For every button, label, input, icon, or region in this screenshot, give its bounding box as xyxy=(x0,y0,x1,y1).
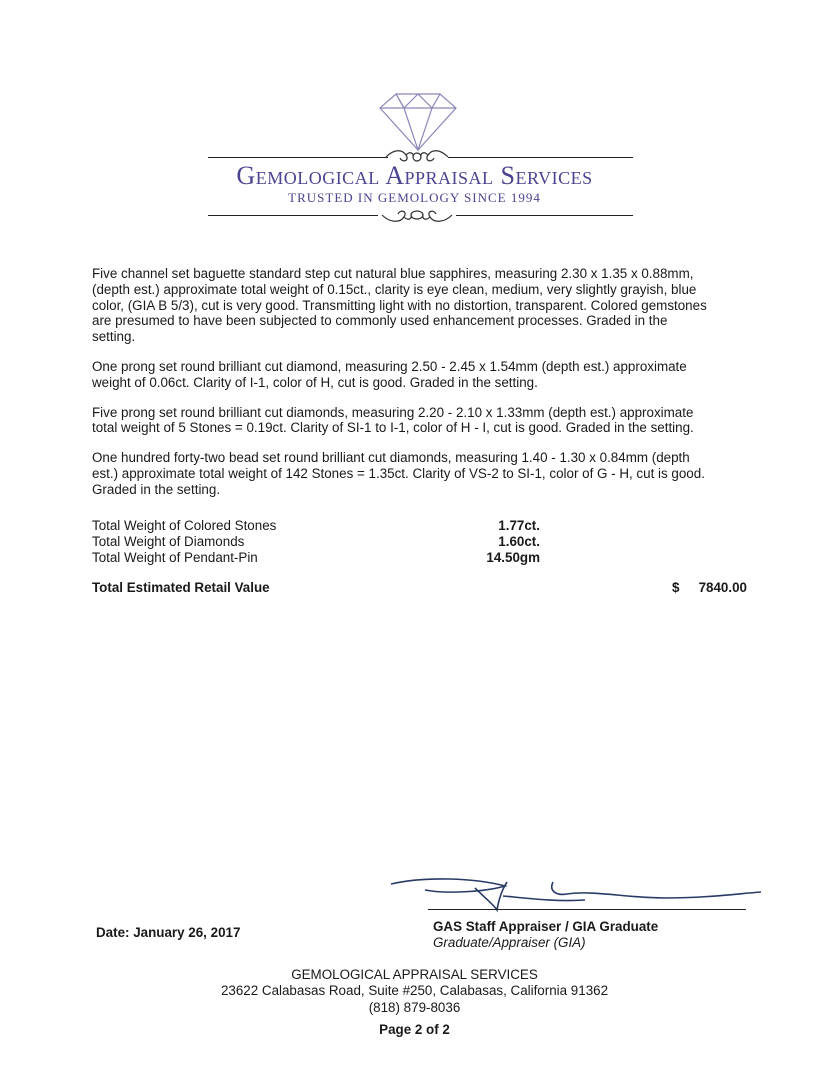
company-tagline: TRUSTED IN GEMOLOGY SINCE 1994 xyxy=(288,190,541,205)
scroll-ornament-bottom-icon xyxy=(380,205,454,225)
total-row xyxy=(92,518,552,534)
description-single-diamond: One prong set round brilliant cut diamond, measuring 2.50 - 2.45 x 1.54mm (depth est.) approximate weight of 0.06ct. Clarity of I-1, color of H, cut is good. Graded in the setting. xyxy=(92,358,687,390)
page-number: Page 2 of 2 xyxy=(379,1022,450,1037)
description-sapphires: Five channel set baguette standard step cut natural blue sapphires, measuring 2.30 x 1.35 x 0.88mm, (depth est.) approximate total weight of 0.15ct., clarity is eye clean, medium, very slightly grayish, blue color, (GIA B 5/3), cut is very good. Transmitting light with no distortion, transparent. Colored gemstones are presumed to have been subjected to commonly used enhancement processes. Graded in the setting. xyxy=(92,266,707,345)
appraiser-subtitle: Graduate/Appraiser (GIA) xyxy=(433,935,586,950)
description-bead-set-diamonds: One hundred forty-two bead set round brilliant cut diamonds, measuring 1.40 - 1.30 x 0.84mm (depth est.) approximate total weight of 142 Stones = 1.35ct. Clarity of VS-2 to SI-1, color of G - H, cut is good. Graded in the setting. xyxy=(92,450,705,497)
item-descriptions xyxy=(92,266,712,512)
header-rule-top-right xyxy=(448,157,633,158)
appraisal-date: Date: January 26, 2017 xyxy=(96,925,241,940)
total-row xyxy=(92,534,552,550)
diamond-logo-icon xyxy=(378,90,458,152)
signature-icon xyxy=(385,868,765,914)
footer-phone: (818) 879-8036 xyxy=(368,1000,461,1015)
retail-currency: $ xyxy=(672,580,680,595)
retail-label: Total Estimated Retail Value xyxy=(92,580,270,595)
header-rule-bottom-right xyxy=(456,215,633,216)
total-row xyxy=(92,550,552,566)
description-five-diamonds: Five prong set round brilliant cut diamonds, measuring 2.20 - 2.10 x 1.33mm (depth est.) approximate total weight of 5 Stones = 0.19ct. Clarity of SI-1 to I-1, color of H - I, cut is good. Graded in the setting. xyxy=(92,404,694,436)
footer-company: GEMOLOGICAL APPRAISAL SERVICES xyxy=(291,967,538,982)
signature-line xyxy=(428,909,746,910)
total-value: 1.60ct. xyxy=(498,534,540,549)
retail-amount: 7840.00 xyxy=(698,580,747,595)
footer-address: 23622 Calabasas Road, Suite #250, Calabasas, California 91362 xyxy=(220,983,609,998)
total-value: 14.50gm xyxy=(486,550,540,565)
appraiser-title: GAS Staff Appraiser / GIA Graduate xyxy=(433,919,659,934)
weight-totals xyxy=(92,518,552,566)
letterhead xyxy=(0,0,829,240)
total-value: 1.77ct. xyxy=(498,518,540,533)
header-rule-top-left xyxy=(208,157,388,158)
company-name: Gemological Appraisal Services xyxy=(236,161,593,190)
total-label: Total Weight of Pendant-Pin xyxy=(92,550,258,565)
total-label: Total Weight of Diamonds xyxy=(92,534,245,549)
header-rule-bottom-left xyxy=(208,215,378,216)
total-label: Total Weight of Colored Stones xyxy=(92,518,277,533)
retail-value-row xyxy=(92,580,747,595)
